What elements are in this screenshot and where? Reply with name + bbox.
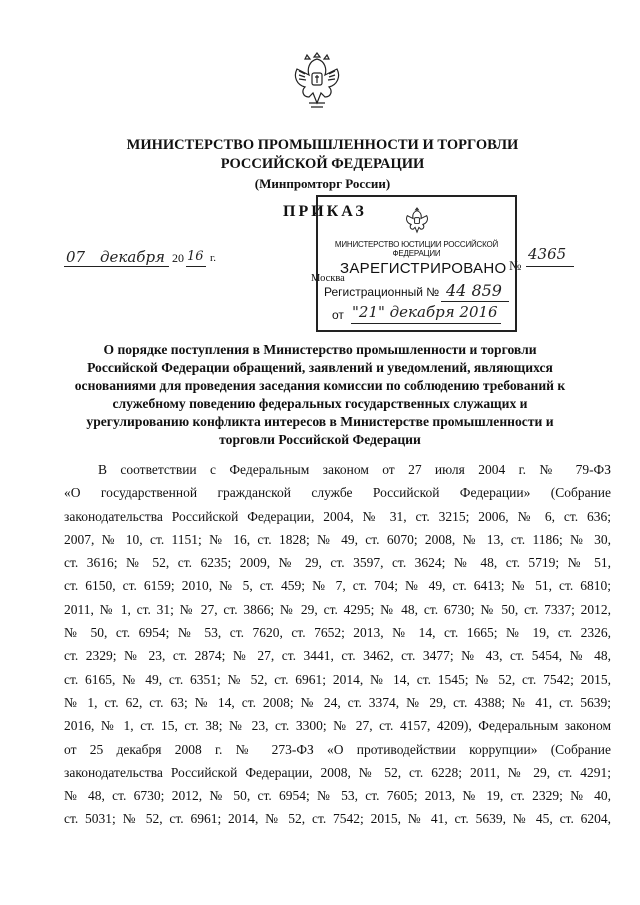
coat-of-arms-icon [289,47,345,113]
ministry-header [100,136,545,193]
stamp-reg-number: 44 859 [446,281,502,300]
order-body [64,458,611,831]
body-line: 2011, № 1, ст. 31; № 27, ст. 3866; № 29, ст. 4295; № 48, ст. 6730; № 50, ст. 7337; 2012, [64,601,611,617]
stamp-reg-date: "21" декабря 2016 [352,303,498,321]
body-line: ст. 5031; № 52, ст. 6961; 2014, № 52, ст. 7542; 2015, № 41, ст. 5639, № 45, ст. 6204, [64,811,611,827]
ministry-name-line2: РОССИЙСКОЙ ФЕДЕРАЦИИ [220,156,425,172]
body-line: № 1, ст. 62, ст. 63; № 14, ст. 2008; № 24, ст. 3374, № 29, ст. 4388; № 41, ст. 5639; [64,694,611,710]
body-line: законодательства Российской Федерации, 2008, № 52, ст. 6228; 2011, № 29, ст. 4291; [64,764,611,780]
order-date-month: декабря [100,248,165,266]
title-line: О порядке поступления в Министерство промышленности и торговли [103,342,537,357]
title-line: урегулированию конфликта интересов в Министерстве промышленности и [86,414,554,429]
stamp-organization: МИНИСТЕРСТВО ЮСТИЦИИ РОССИЙСКОЙ ФЕДЕРАЦИИ [334,240,499,258]
registration-stamp [316,195,517,332]
body-line: ст. 2329; № 23, ст. 2874; № 27, ст. 3441, ст. 3462, ст. 3477; № 43, ст. 5454, № 48, [64,648,611,664]
order-date [64,248,224,270]
body-line: законодательства Российской Федерации, 2004, № 31, ст. 3215; 2006, № 6, ст. 636; [64,508,611,524]
stamp-from-label: от [332,308,344,322]
ministry-short-name: (Минпромторг России) [254,176,391,191]
body-line: ст. 6150, ст. 6159; 2010, № 5, ст. 459; № 7, ст. 704; № 49, ст. 6413; № 51, ст. 6810; [64,578,611,594]
title-line: основаниями для проведения заседания комиссии по соблюдению требований к [74,378,566,393]
body-line: от 25 декабря 2008 г. № 273-ФЗ «О противодействии коррупции» (Собрание [64,741,611,757]
order-year-marker: г. [210,252,217,264]
body-line: 2007, № 10, ст. 1151; № 16, ст. 1828; № 49, ст. 6070; 2008, № 13, ст. 1186; № 30, [64,531,611,547]
stamp-emblem-icon [403,205,431,237]
body-line: ст. 3616; № 52, ст. 6235; 2009, № 29, ст. 3597, ст. 3624; № 48, ст. 5719; № 51, [64,555,611,571]
ministry-name-line1: МИНИСТЕРСТВО ПРОМЫШЛЕННОСТИ И ТОРГОВЛИ [126,137,519,153]
body-line: № 50, ст. 6954; № 53, ст. 7620, ст. 7652; 2013, № 14, ст. 1665; № 19, ст. 2326, [64,625,611,641]
body-line: ст. 6165, № 49, ст. 6351; № 52, ст. 6961; 2014, № 14, ст. 1545; № 52, ст. 7542; 2015, [64,671,611,687]
body-line: 2016, № 1, ст. 15, ст. 38; № 23, ст. 3300; № 27, ст. 4157, 4209), Федеральным законом [64,718,611,734]
order-date-day: 07 [66,248,86,266]
document-type: ПРИКАЗ [283,203,367,220]
order-number-sign: № [509,258,522,273]
order-number: 4365 [528,245,567,263]
order-title [70,341,570,449]
stamp-status: ЗАРЕГИСТРИРОВАНО [340,260,507,277]
body-line: В соответствии с Федеральным законом от 27 июля 2004 г. № 79-ФЗ [98,462,611,477]
order-year-prefix: 20 [172,251,184,265]
title-line: Российской Федерации обращений, заявлений и уведомлений, являющихся [87,360,553,375]
order-city: Москва [311,273,345,284]
stamp-reg-label: Регистрационный № [324,285,440,299]
title-line: торговли Российской Федерации [219,432,421,447]
order-year-suffix: 16 [187,249,204,264]
body-line: «О государственной гражданской службе Российской Федерации» (Собрание [64,485,611,501]
title-line: служебному поведению федеральных государственных служащих и [112,396,528,411]
body-line: № 48, ст. 6730; 2012, № 50, ст. 6954; № 53, ст. 7605; 2013, № 19, ст. 2329; № 40, [64,788,611,804]
